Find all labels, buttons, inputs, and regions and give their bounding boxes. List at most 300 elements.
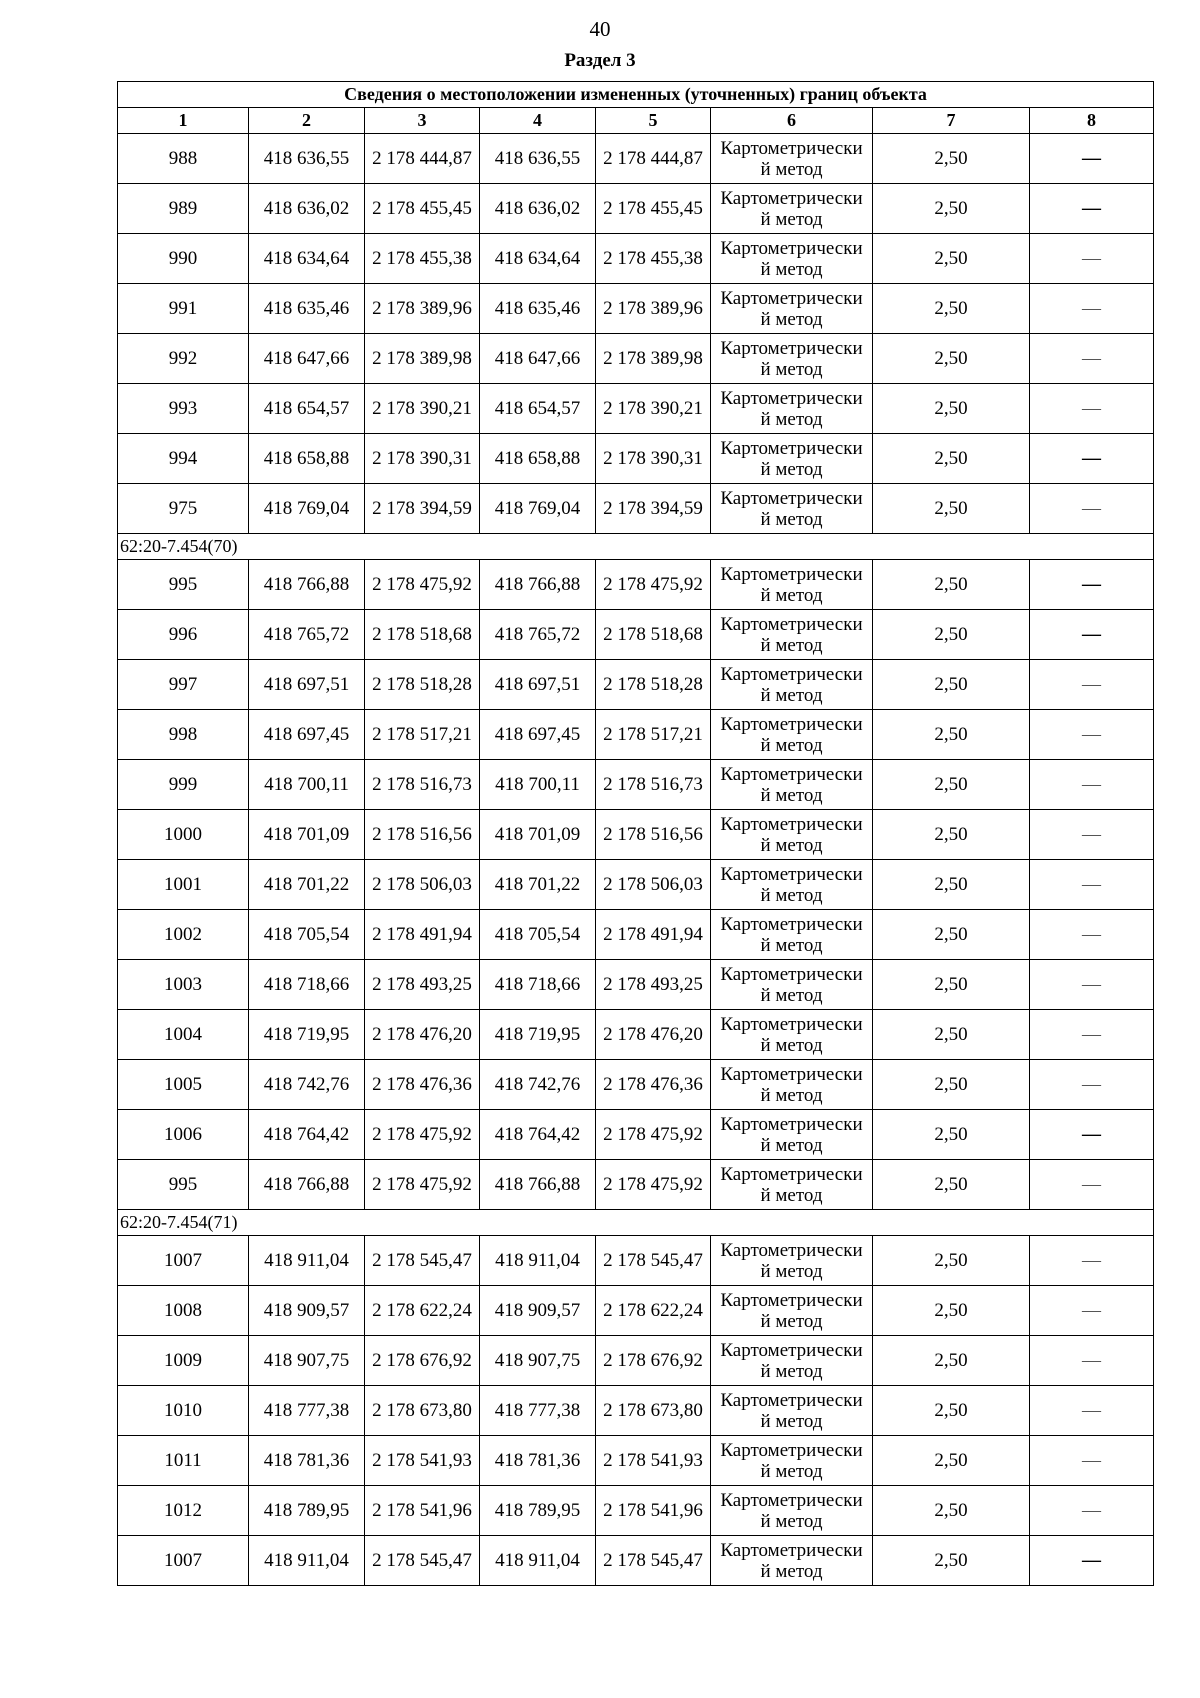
table-row	[118, 134, 1154, 184]
x-new-cell: 418 766,88	[480, 560, 596, 610]
method-cell	[711, 1160, 873, 1210]
column-header: 6	[711, 108, 873, 134]
method-cell	[711, 384, 873, 434]
method-cell	[711, 1386, 873, 1436]
x-old-cell: 418 742,76	[249, 1060, 365, 1110]
method-line: й метод	[760, 508, 823, 530]
y-new-cell: 2 178 475,92	[596, 560, 711, 610]
x-new-cell: 418 635,46	[480, 284, 596, 334]
point-number-cell: 991	[118, 284, 249, 334]
y-new-cell: 2 178 673,80	[596, 1386, 711, 1436]
boundary-table	[117, 81, 1154, 1586]
method-line: й метод	[760, 884, 823, 906]
method-line: Картометрически	[720, 913, 863, 935]
point-number-cell: 1011	[118, 1436, 249, 1486]
x-new-cell: 418 909,57	[480, 1286, 596, 1336]
x-old-cell: 418 769,04	[249, 484, 365, 534]
x-old-cell: 418 701,22	[249, 860, 365, 910]
method-line: Картометрически	[720, 863, 863, 885]
x-old-cell: 418 647,66	[249, 334, 365, 384]
description-cell: —	[1030, 484, 1154, 534]
method-line: й метод	[760, 1360, 823, 1382]
x-old-cell: 418 636,02	[249, 184, 365, 234]
y-old-cell: 2 178 518,68	[365, 610, 480, 660]
method-cell	[711, 484, 873, 534]
method-cell	[711, 284, 873, 334]
method-cell	[711, 1436, 873, 1486]
accuracy-cell: 2,50	[873, 1286, 1030, 1336]
y-old-cell: 2 178 394,59	[365, 484, 480, 534]
y-old-cell: 2 178 516,73	[365, 760, 480, 810]
method-line: й метод	[760, 734, 823, 756]
x-old-cell: 418 781,36	[249, 1436, 365, 1486]
y-old-cell: 2 178 517,21	[365, 710, 480, 760]
table-row	[118, 1110, 1154, 1160]
y-new-cell: 2 178 475,92	[596, 1160, 711, 1210]
description-cell: —	[1030, 1160, 1154, 1210]
y-old-cell: 2 178 545,47	[365, 1236, 480, 1286]
accuracy-cell: 2,50	[873, 1436, 1030, 1486]
y-old-cell: 2 178 518,28	[365, 660, 480, 710]
x-old-cell: 418 705,54	[249, 910, 365, 960]
method-line: Картометрически	[720, 237, 863, 259]
x-new-cell: 418 647,66	[480, 334, 596, 384]
column-header-row	[118, 108, 1154, 134]
description-cell: —	[1030, 710, 1154, 760]
point-number-cell: 998	[118, 710, 249, 760]
y-new-cell: 2 178 476,20	[596, 1010, 711, 1060]
method-line: Картометрически	[720, 1013, 863, 1035]
point-number-cell: 992	[118, 334, 249, 384]
point-number-cell: 975	[118, 484, 249, 534]
y-new-cell: 2 178 676,92	[596, 1336, 711, 1386]
accuracy-cell: 2,50	[873, 1110, 1030, 1160]
y-new-cell: 2 178 390,21	[596, 384, 711, 434]
method-line: Картометрически	[720, 563, 863, 585]
x-new-cell: 418 781,36	[480, 1436, 596, 1486]
accuracy-cell: 2,50	[873, 434, 1030, 484]
method-line: й метод	[760, 1134, 823, 1156]
group-row	[118, 534, 1154, 560]
description-cell: —	[1030, 1386, 1154, 1436]
method-line: Картометрически	[720, 1389, 863, 1411]
x-new-cell: 418 764,42	[480, 1110, 596, 1160]
y-old-cell: 2 178 491,94	[365, 910, 480, 960]
point-number-cell: 1012	[118, 1486, 249, 1536]
method-cell	[711, 1536, 873, 1586]
x-new-cell: 418 769,04	[480, 484, 596, 534]
x-old-cell: 418 700,11	[249, 760, 365, 810]
method-line: Картометрически	[720, 487, 863, 509]
point-number-cell: 988	[118, 134, 249, 184]
x-new-cell: 418 697,45	[480, 710, 596, 760]
accuracy-cell: 2,50	[873, 334, 1030, 384]
method-line: й метод	[760, 358, 823, 380]
y-new-cell: 2 178 545,47	[596, 1536, 711, 1586]
x-old-cell: 418 764,42	[249, 1110, 365, 1160]
column-header: 4	[480, 108, 596, 134]
x-old-cell: 418 766,88	[249, 560, 365, 610]
accuracy-cell: 2,50	[873, 1160, 1030, 1210]
description-cell: —	[1030, 384, 1154, 434]
y-new-cell: 2 178 518,68	[596, 610, 711, 660]
accuracy-cell: 2,50	[873, 1236, 1030, 1286]
y-new-cell: 2 178 545,47	[596, 1236, 711, 1286]
method-line: Картометрически	[720, 963, 863, 985]
table-row	[118, 1160, 1154, 1210]
y-new-cell: 2 178 455,38	[596, 234, 711, 284]
column-header: 1	[118, 108, 249, 134]
method-line: Картометрически	[720, 713, 863, 735]
table-row	[118, 334, 1154, 384]
method-line: Картометрически	[720, 1339, 863, 1361]
method-line: й метод	[760, 1410, 823, 1432]
point-number-cell: 1007	[118, 1236, 249, 1286]
y-old-cell: 2 178 541,93	[365, 1436, 480, 1486]
method-cell	[711, 334, 873, 384]
y-new-cell: 2 178 444,87	[596, 134, 711, 184]
y-new-cell: 2 178 518,28	[596, 660, 711, 710]
method-cell	[711, 710, 873, 760]
x-new-cell: 418 718,66	[480, 960, 596, 1010]
method-line: Картометрически	[720, 137, 863, 159]
description-cell: —	[1030, 1010, 1154, 1060]
point-number-cell: 1005	[118, 1060, 249, 1110]
x-old-cell: 418 909,57	[249, 1286, 365, 1336]
y-old-cell: 2 178 516,56	[365, 810, 480, 860]
x-old-cell: 418 766,88	[249, 1160, 365, 1210]
method-cell	[711, 434, 873, 484]
point-number-cell: 996	[118, 610, 249, 660]
description-cell: —	[1030, 1236, 1154, 1286]
method-line: Картометрически	[720, 287, 863, 309]
table-row	[118, 760, 1154, 810]
x-new-cell: 418 719,95	[480, 1010, 596, 1060]
method-cell	[711, 660, 873, 710]
y-new-cell: 2 178 493,25	[596, 960, 711, 1010]
method-line: й метод	[760, 308, 823, 330]
table-row	[118, 184, 1154, 234]
section-title: Раздел 3	[564, 50, 636, 71]
method-line: Картометрически	[720, 1063, 863, 1085]
method-line: й метод	[760, 1034, 823, 1056]
y-new-cell: 2 178 491,94	[596, 910, 711, 960]
table-row	[118, 1536, 1154, 1586]
accuracy-cell: 2,50	[873, 560, 1030, 610]
accuracy-cell: 2,50	[873, 484, 1030, 534]
method-line: Картометрически	[720, 813, 863, 835]
method-line: й метод	[760, 1510, 823, 1532]
x-new-cell: 418 697,51	[480, 660, 596, 710]
y-old-cell: 2 178 545,47	[365, 1536, 480, 1586]
description-cell: —	[1030, 760, 1154, 810]
method-cell	[711, 960, 873, 1010]
table-row	[118, 810, 1154, 860]
y-new-cell: 2 178 516,56	[596, 810, 711, 860]
table-row	[118, 1336, 1154, 1386]
method-line: Картометрически	[720, 1239, 863, 1261]
method-line: й метод	[760, 1184, 823, 1206]
description-cell: —	[1030, 1060, 1154, 1110]
y-old-cell: 2 178 455,38	[365, 234, 480, 284]
point-number-cell: 1002	[118, 910, 249, 960]
method-line: й метод	[760, 784, 823, 806]
table-row	[118, 1236, 1154, 1286]
accuracy-cell: 2,50	[873, 1010, 1030, 1060]
y-old-cell: 2 178 541,96	[365, 1486, 480, 1536]
x-old-cell: 418 907,75	[249, 1336, 365, 1386]
method-cell	[711, 1486, 873, 1536]
method-cell	[711, 560, 873, 610]
y-old-cell: 2 178 676,92	[365, 1336, 480, 1386]
y-old-cell: 2 178 455,45	[365, 184, 480, 234]
method-line: й метод	[760, 258, 823, 280]
method-line: й метод	[760, 934, 823, 956]
point-number-cell: 1003	[118, 960, 249, 1010]
table-row	[118, 1060, 1154, 1110]
x-old-cell: 418 654,57	[249, 384, 365, 434]
point-number-cell: 999	[118, 760, 249, 810]
method-line: Картометрически	[720, 1489, 863, 1511]
method-cell	[711, 1336, 873, 1386]
description-cell: —	[1030, 284, 1154, 334]
description-cell: —	[1030, 1486, 1154, 1536]
point-number-cell: 1007	[118, 1536, 249, 1586]
y-new-cell: 2 178 541,93	[596, 1436, 711, 1486]
y-old-cell: 2 178 389,98	[365, 334, 480, 384]
method-cell	[711, 1286, 873, 1336]
point-number-cell: 994	[118, 434, 249, 484]
x-old-cell: 418 634,64	[249, 234, 365, 284]
y-new-cell: 2 178 394,59	[596, 484, 711, 534]
description-cell: —	[1030, 334, 1154, 384]
table-title: Сведения о местоположении измененных (уточненных) границ объекта	[118, 82, 1154, 108]
point-number-cell: 1010	[118, 1386, 249, 1436]
x-old-cell: 418 911,04	[249, 1236, 365, 1286]
description-cell: —	[1030, 184, 1154, 234]
group-label: 62:20-7.454(70)	[118, 534, 1154, 560]
y-new-cell: 2 178 506,03	[596, 860, 711, 910]
x-new-cell: 418 766,88	[480, 1160, 596, 1210]
accuracy-cell: 2,50	[873, 1536, 1030, 1586]
table-row	[118, 560, 1154, 610]
x-old-cell: 418 697,45	[249, 710, 365, 760]
method-line: Картометрически	[720, 1539, 863, 1561]
accuracy-cell: 2,50	[873, 860, 1030, 910]
accuracy-cell: 2,50	[873, 1486, 1030, 1536]
x-new-cell: 418 700,11	[480, 760, 596, 810]
x-old-cell: 418 718,66	[249, 960, 365, 1010]
description-cell: —	[1030, 434, 1154, 484]
method-line: й метод	[760, 458, 823, 480]
x-new-cell: 418 742,76	[480, 1060, 596, 1110]
accuracy-cell: 2,50	[873, 234, 1030, 284]
table-row	[118, 1486, 1154, 1536]
x-old-cell: 418 911,04	[249, 1536, 365, 1586]
description-cell: —	[1030, 860, 1154, 910]
x-new-cell: 418 705,54	[480, 910, 596, 960]
method-line: Картометрически	[720, 1163, 863, 1185]
point-number-cell: 1006	[118, 1110, 249, 1160]
y-new-cell: 2 178 455,45	[596, 184, 711, 234]
y-old-cell: 2 178 389,96	[365, 284, 480, 334]
method-line: й метод	[760, 408, 823, 430]
method-line: Картометрически	[720, 437, 863, 459]
description-cell: —	[1030, 660, 1154, 710]
description-cell: —	[1030, 910, 1154, 960]
x-new-cell: 418 789,95	[480, 1486, 596, 1536]
x-old-cell: 418 777,38	[249, 1386, 365, 1436]
method-cell	[711, 610, 873, 660]
x-old-cell: 418 719,95	[249, 1010, 365, 1060]
y-old-cell: 2 178 476,20	[365, 1010, 480, 1060]
accuracy-cell: 2,50	[873, 1336, 1030, 1386]
page-number: 40	[589, 17, 611, 41]
method-cell	[711, 1010, 873, 1060]
description-cell: —	[1030, 134, 1154, 184]
table-row	[118, 484, 1154, 534]
group-label: 62:20-7.454(71)	[118, 1210, 1154, 1236]
table-row	[118, 710, 1154, 760]
method-line: й метод	[760, 1260, 823, 1282]
table-row	[118, 434, 1154, 484]
column-header: 5	[596, 108, 711, 134]
table-row	[118, 1010, 1154, 1060]
y-new-cell: 2 178 390,31	[596, 434, 711, 484]
accuracy-cell: 2,50	[873, 610, 1030, 660]
accuracy-cell: 2,50	[873, 910, 1030, 960]
method-line: й метод	[760, 984, 823, 1006]
table-row	[118, 860, 1154, 910]
method-cell	[711, 810, 873, 860]
method-line: Картометрически	[720, 1113, 863, 1135]
description-cell: —	[1030, 1436, 1154, 1486]
description-cell: —	[1030, 560, 1154, 610]
point-number-cell: 1008	[118, 1286, 249, 1336]
y-old-cell: 2 178 390,31	[365, 434, 480, 484]
column-header: 8	[1030, 108, 1154, 134]
method-line: й метод	[760, 634, 823, 656]
x-new-cell: 418 911,04	[480, 1536, 596, 1586]
method-line: й метод	[760, 1084, 823, 1106]
method-line: Картометрически	[720, 1439, 863, 1461]
method-line: й метод	[760, 158, 823, 180]
point-number-cell: 990	[118, 234, 249, 284]
y-new-cell: 2 178 389,98	[596, 334, 711, 384]
method-line: Картометрически	[720, 613, 863, 635]
accuracy-cell: 2,50	[873, 760, 1030, 810]
point-number-cell: 1001	[118, 860, 249, 910]
x-new-cell: 418 654,57	[480, 384, 596, 434]
y-old-cell: 2 178 475,92	[365, 560, 480, 610]
y-new-cell: 2 178 622,24	[596, 1286, 711, 1336]
description-cell: —	[1030, 1286, 1154, 1336]
method-line: й метод	[760, 1460, 823, 1482]
method-cell	[711, 234, 873, 284]
x-new-cell: 418 658,88	[480, 434, 596, 484]
accuracy-cell: 2,50	[873, 1386, 1030, 1436]
y-old-cell: 2 178 475,92	[365, 1110, 480, 1160]
method-cell	[711, 760, 873, 810]
y-old-cell: 2 178 390,21	[365, 384, 480, 434]
description-cell: —	[1030, 810, 1154, 860]
point-number-cell: 995	[118, 1160, 249, 1210]
method-line: й метод	[760, 208, 823, 230]
method-cell	[711, 1060, 873, 1110]
point-number-cell: 995	[118, 560, 249, 610]
accuracy-cell: 2,50	[873, 134, 1030, 184]
table-row	[118, 610, 1154, 660]
x-new-cell: 418 777,38	[480, 1386, 596, 1436]
x-new-cell: 418 907,75	[480, 1336, 596, 1386]
table-row	[118, 1286, 1154, 1336]
description-cell: —	[1030, 1336, 1154, 1386]
method-line: й метод	[760, 584, 823, 606]
accuracy-cell: 2,50	[873, 960, 1030, 1010]
y-old-cell: 2 178 475,92	[365, 1160, 480, 1210]
column-header: 2	[249, 108, 365, 134]
y-new-cell: 2 178 389,96	[596, 284, 711, 334]
x-old-cell: 418 789,95	[249, 1486, 365, 1536]
method-cell	[711, 1110, 873, 1160]
y-new-cell: 2 178 517,21	[596, 710, 711, 760]
group-row	[118, 1210, 1154, 1236]
y-new-cell: 2 178 516,73	[596, 760, 711, 810]
accuracy-cell: 2,50	[873, 710, 1030, 760]
method-line: Картометрически	[720, 1289, 863, 1311]
x-new-cell: 418 701,09	[480, 810, 596, 860]
x-old-cell: 418 635,46	[249, 284, 365, 334]
method-line: Картометрически	[720, 663, 863, 685]
accuracy-cell: 2,50	[873, 384, 1030, 434]
point-number-cell: 1004	[118, 1010, 249, 1060]
point-number-cell: 989	[118, 184, 249, 234]
accuracy-cell: 2,50	[873, 1060, 1030, 1110]
y-old-cell: 2 178 673,80	[365, 1386, 480, 1436]
x-old-cell: 418 701,09	[249, 810, 365, 860]
method-line: й метод	[760, 684, 823, 706]
accuracy-cell: 2,50	[873, 284, 1030, 334]
x-old-cell: 418 658,88	[249, 434, 365, 484]
method-line: Картометрически	[720, 337, 863, 359]
y-new-cell: 2 178 476,36	[596, 1060, 711, 1110]
method-cell	[711, 184, 873, 234]
method-line: Картометрически	[720, 763, 863, 785]
y-old-cell: 2 178 622,24	[365, 1286, 480, 1336]
accuracy-cell: 2,50	[873, 660, 1030, 710]
y-old-cell: 2 178 506,03	[365, 860, 480, 910]
x-new-cell: 418 634,64	[480, 234, 596, 284]
x-old-cell: 418 697,51	[249, 660, 365, 710]
point-number-cell: 997	[118, 660, 249, 710]
table-row	[118, 960, 1154, 1010]
y-old-cell: 2 178 444,87	[365, 134, 480, 184]
x-old-cell: 418 636,55	[249, 134, 365, 184]
point-number-cell: 993	[118, 384, 249, 434]
x-new-cell: 418 636,55	[480, 134, 596, 184]
method-cell	[711, 134, 873, 184]
y-new-cell: 2 178 475,92	[596, 1110, 711, 1160]
column-header: 7	[873, 108, 1030, 134]
method-line: й метод	[760, 834, 823, 856]
method-line: Картометрически	[720, 387, 863, 409]
method-cell	[711, 1236, 873, 1286]
table-row	[118, 284, 1154, 334]
x-new-cell: 418 701,22	[480, 860, 596, 910]
description-cell: —	[1030, 960, 1154, 1010]
accuracy-cell: 2,50	[873, 810, 1030, 860]
x-new-cell: 418 636,02	[480, 184, 596, 234]
